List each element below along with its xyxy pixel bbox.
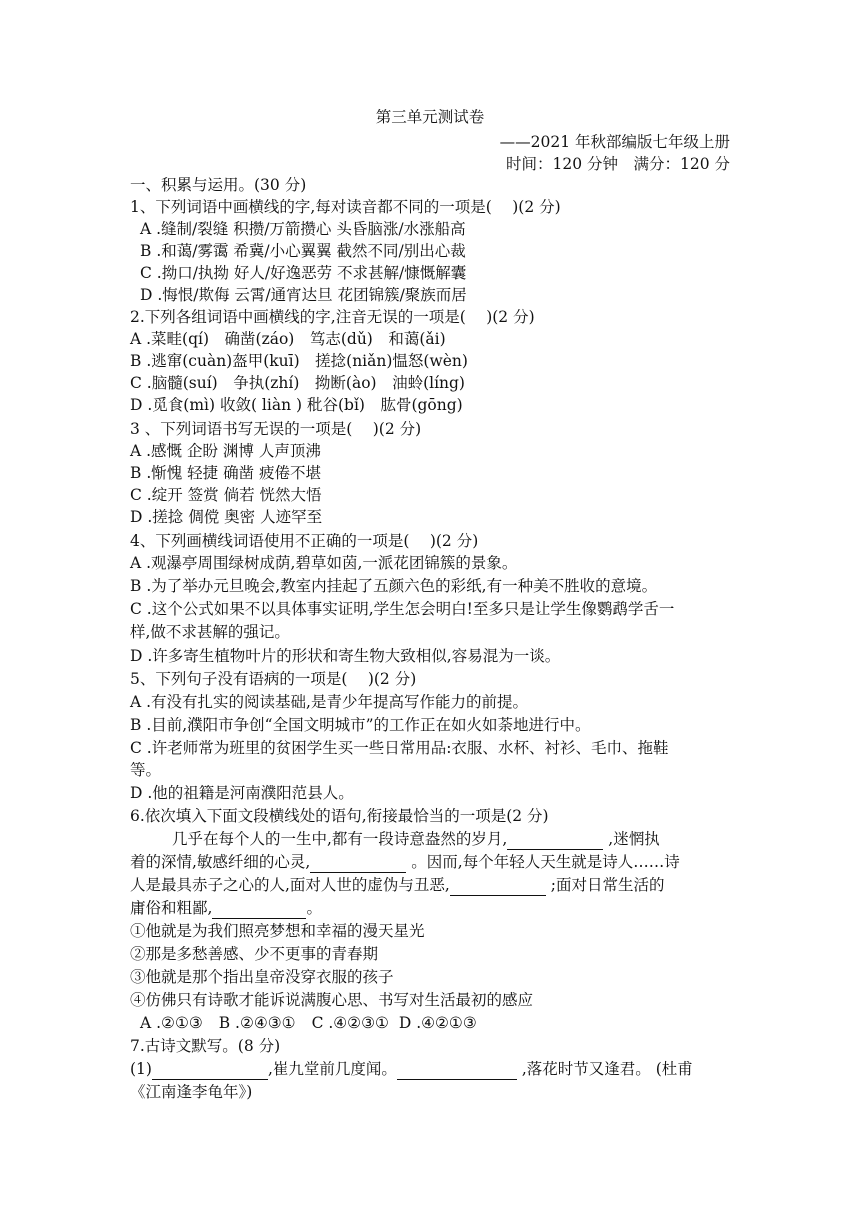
page-subtitle: ——2021 年秋部编版七年级上册: [499, 133, 730, 151]
question-3-option-a: A .感慨 企盼 渊博 人声顶沸: [130, 442, 321, 460]
passage-line-1: [130, 828, 730, 850]
question-5-option-c-cont: 等。: [130, 761, 162, 779]
passage-text: ,迷惘执: [603, 830, 660, 848]
question-4-option-b: B .为了举办元旦晚会,教室内挂起了五颜六色的彩纸,有一种美不胜收的意境。: [130, 577, 658, 595]
answer-blank[interactable]: [450, 879, 546, 896]
question-6-option-a: A .②①③: [140, 1014, 203, 1032]
question-4-stem: 4、下列画横线词语使用不正确的一项是( )(2 分): [130, 532, 479, 550]
exam-meta: 时间：120 分钟 满分：120 分: [505, 155, 730, 173]
question-4-option-c: C .这个公式如果不以具体事实证明,学生怎会明白!至多只是让学生像鹦鹉学舌一: [130, 600, 675, 618]
passage-line-4: [130, 897, 730, 919]
sentence-item-2: ②那是多愁善感、少不更事的青春期: [130, 945, 379, 963]
question-3-option-c: C .绽开 签赏 倘若 恍然大悟: [130, 486, 322, 504]
question-6-option-d: D .④②①③: [398, 1014, 477, 1032]
passage-line-3: [130, 874, 730, 896]
question-5-option-d: D .他的祖籍是河南濮阳范县人。: [130, 784, 354, 802]
passage-line-2: [130, 851, 730, 873]
question-4-option-a: A .观瀑亭周围绿树成荫,碧草如茵,一派花团锦簇的景象。: [130, 554, 518, 572]
question-1-stem: 1、下列词语中画横线的字,每对读音都不同的一项是( )(2 分): [130, 198, 561, 216]
question-2-option-d: D .觅食(mì) 收敛( liàn ) 秕谷(bǐ) 肱骨(gōng): [130, 396, 463, 414]
section-heading: 一、积累与运用。(30 分): [130, 176, 307, 194]
question-1-option-a: A .缝制/裂缝 积攒/万箭攒心 头昏脑涨/水涨船高: [140, 220, 466, 238]
question-5-option-a: A .有没有扎实的阅读基础,是青少年提高写作能力的前提。: [130, 693, 528, 711]
question-1-option-c: C .拗口/执拗 好人/好逸恶劳 不求甚解/慷慨解囊: [140, 264, 467, 282]
passage-text: ;面对日常生活的: [545, 876, 665, 894]
question-2-option-b: B .逃窜(cuàn)盔甲(kuī) 搓捻(niǎn)愠怒(wèn): [130, 352, 468, 370]
question-5-stem: 5、下列句子没有语病的一项是( )(2 分): [130, 670, 417, 688]
question-3-option-b: B .惭愧 轻捷 确凿 疲倦不堪: [130, 464, 322, 482]
question-6-stem: 6.依次填入下面文段横线处的语句,衔接最恰当的一项是(2 分): [130, 807, 549, 825]
question-7-stem: 7.古诗文默写。(8 分): [130, 1037, 281, 1055]
answer-blank[interactable]: [212, 902, 306, 919]
question-2-stem: 2.下列各组词语中画横线的字,注音无误的一项是( )(2 分): [130, 308, 535, 326]
sentence-item-4: ④仿佛只有诗歌才能诉说满腹心思、书写对生活最初的感应: [130, 991, 534, 1009]
sentence-item-1: ①他就是为我们照亮梦想和幸福的漫天星光: [130, 922, 425, 940]
question-2-option-c: C .脑髓(suí) 争执(zhí) 拗断(ào) 油蛉(líng): [130, 374, 465, 392]
question-6-option-b: B .②④③①: [218, 1014, 296, 1032]
question-5-option-b: B .目前,濮阳市争创“全国文明城市”的工作正在如火如荼地进行中。: [130, 716, 591, 734]
answer-blank[interactable]: [397, 1063, 517, 1080]
question-4-option-d: D .许多寄生植物叶片的形状和寄生物大致相似,容易混为一谈。: [130, 647, 561, 665]
question-3-option-d: D .搓捻 倜傥 奥密 人迹罕至: [130, 508, 323, 526]
item-number: (1): [130, 1060, 152, 1078]
question-3-stem: 3 、下列词语书写无误的一项是( )(2 分): [130, 420, 422, 438]
passage-text: 几乎在每个人的一生中,都有一段诗意盎然的岁月,: [172, 830, 508, 848]
question-4-option-c-cont: 样,做不求甚解的强记。: [130, 623, 290, 641]
question-7-line-1: [130, 1058, 730, 1080]
passage-text: 着的深情,敏感纤细的心灵,: [130, 853, 311, 871]
poem-text: ,落花时节又逢君。 (杜甫: [516, 1060, 693, 1078]
question-7-source: 《江南逢李龟年》): [130, 1083, 253, 1101]
answer-blank[interactable]: [152, 1063, 268, 1080]
question-5-option-c: C .许老师常为班里的贫困学生买一些日常用品:衣服、水杯、衬衫、毛巾、拖鞋: [130, 739, 669, 757]
question-6-option-c: C .④②③①: [311, 1014, 389, 1032]
sentence-item-3: ③他就是那个指出皇帝没穿衣服的孩子: [130, 968, 394, 986]
answer-blank[interactable]: [310, 856, 406, 873]
question-1-option-b: B .和蔼/雾霭 希冀/小心翼翼 截然不同/别出心裁: [140, 242, 466, 260]
passage-text: 人是最具赤子之心的人,面对人世的虚伪与丑恶,: [130, 876, 450, 894]
question-2-option-a: A .菜畦(qí) 确凿(záo) 笃志(dǔ) 和蔼(ǎi): [130, 330, 446, 348]
question-6-options: [130, 1012, 740, 1034]
poem-text: ,崔九堂前几度闻。: [267, 1060, 397, 1078]
passage-text: 庸俗和粗鄙,: [130, 899, 213, 917]
page-title: 第三单元测试卷: [375, 108, 485, 126]
answer-blank[interactable]: [507, 833, 603, 850]
question-1-option-d: D .悔恨/欺侮 云霄/通宵达旦 花团锦簇/聚族而居: [140, 286, 467, 304]
passage-text: 。: [306, 899, 322, 917]
passage-text: 。因而,每个年轻人天生就是诗人……诗: [406, 853, 680, 871]
